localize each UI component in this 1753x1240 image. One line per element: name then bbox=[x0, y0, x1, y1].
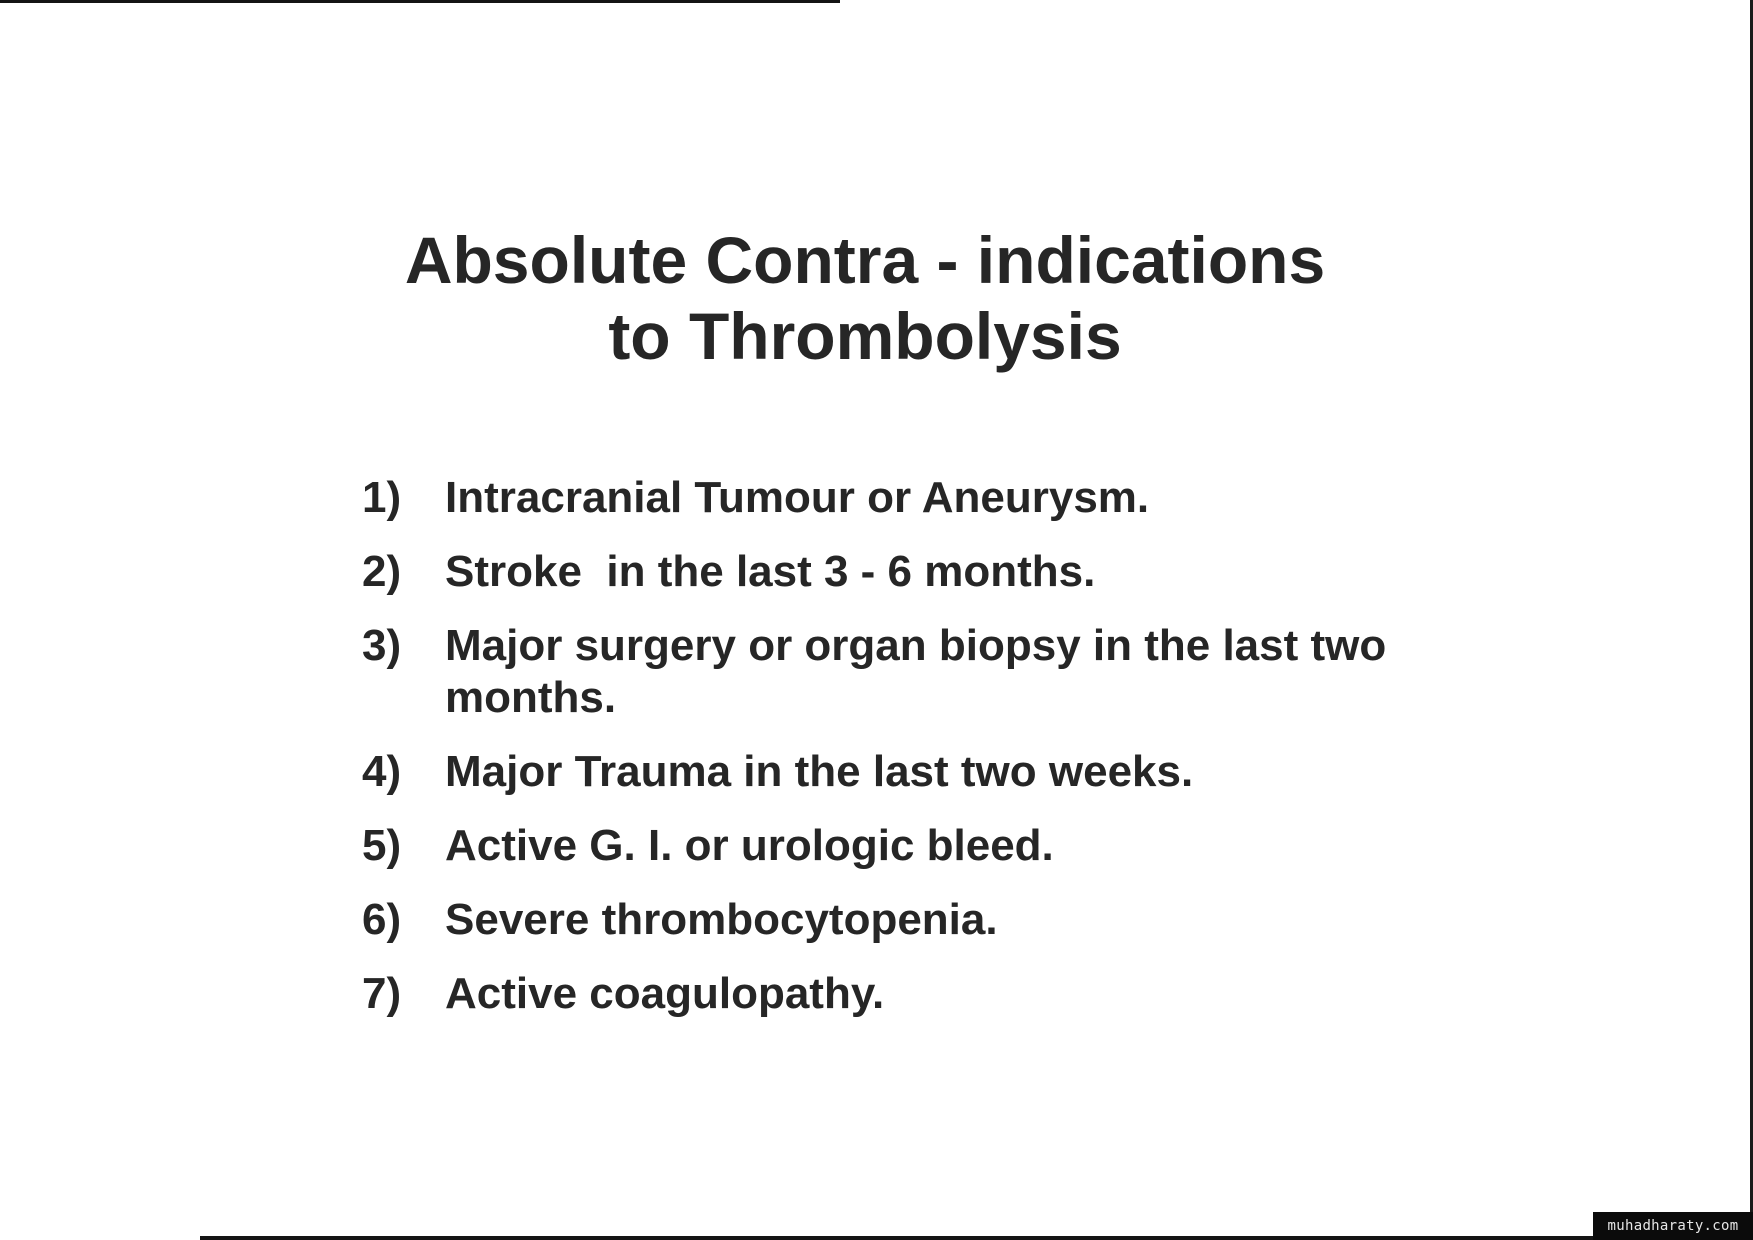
item-text: Major surgery or organ biopsy in the last two months. bbox=[445, 621, 1387, 722]
title-line-2: to Thrombolysis bbox=[608, 299, 1122, 373]
item-text: Intracranial Tumour or Aneurysm. bbox=[445, 473, 1150, 522]
item-text: Severe thrombocytopenia. bbox=[445, 895, 998, 944]
scan-bottom-edge bbox=[200, 1236, 1753, 1240]
item-number: 5) bbox=[362, 821, 402, 870]
item-text: Active G. I. or urologic bleed. bbox=[445, 821, 1054, 870]
watermark-text: muhadharaty.com bbox=[1607, 1218, 1739, 1234]
title-line-1: Absolute Contra - indications bbox=[404, 223, 1326, 297]
list-item-6 bbox=[362, 894, 1442, 946]
list-item-3 bbox=[362, 620, 1442, 724]
list-item-4 bbox=[362, 746, 1442, 798]
list-item-5 bbox=[362, 820, 1442, 872]
item-text: Major Trauma in the last two weeks. bbox=[445, 747, 1194, 796]
item-number: 2) bbox=[362, 547, 402, 596]
contraindication-list bbox=[362, 472, 1442, 1042]
item-number: 6) bbox=[362, 895, 402, 944]
item-text: Active coagulopathy. bbox=[445, 969, 885, 1018]
item-number: 4) bbox=[362, 747, 402, 796]
scan-top-edge bbox=[0, 0, 840, 3]
watermark-strip bbox=[1593, 1212, 1753, 1240]
slide-title bbox=[300, 222, 1430, 374]
item-number: 1) bbox=[362, 473, 402, 522]
item-number: 3) bbox=[362, 621, 402, 670]
list-item-1 bbox=[362, 472, 1442, 524]
item-number: 7) bbox=[362, 969, 402, 1018]
list-item-7 bbox=[362, 968, 1442, 1020]
list-item-2 bbox=[362, 546, 1442, 598]
item-text: Stroke in the last 3 - 6 months. bbox=[445, 547, 1096, 596]
